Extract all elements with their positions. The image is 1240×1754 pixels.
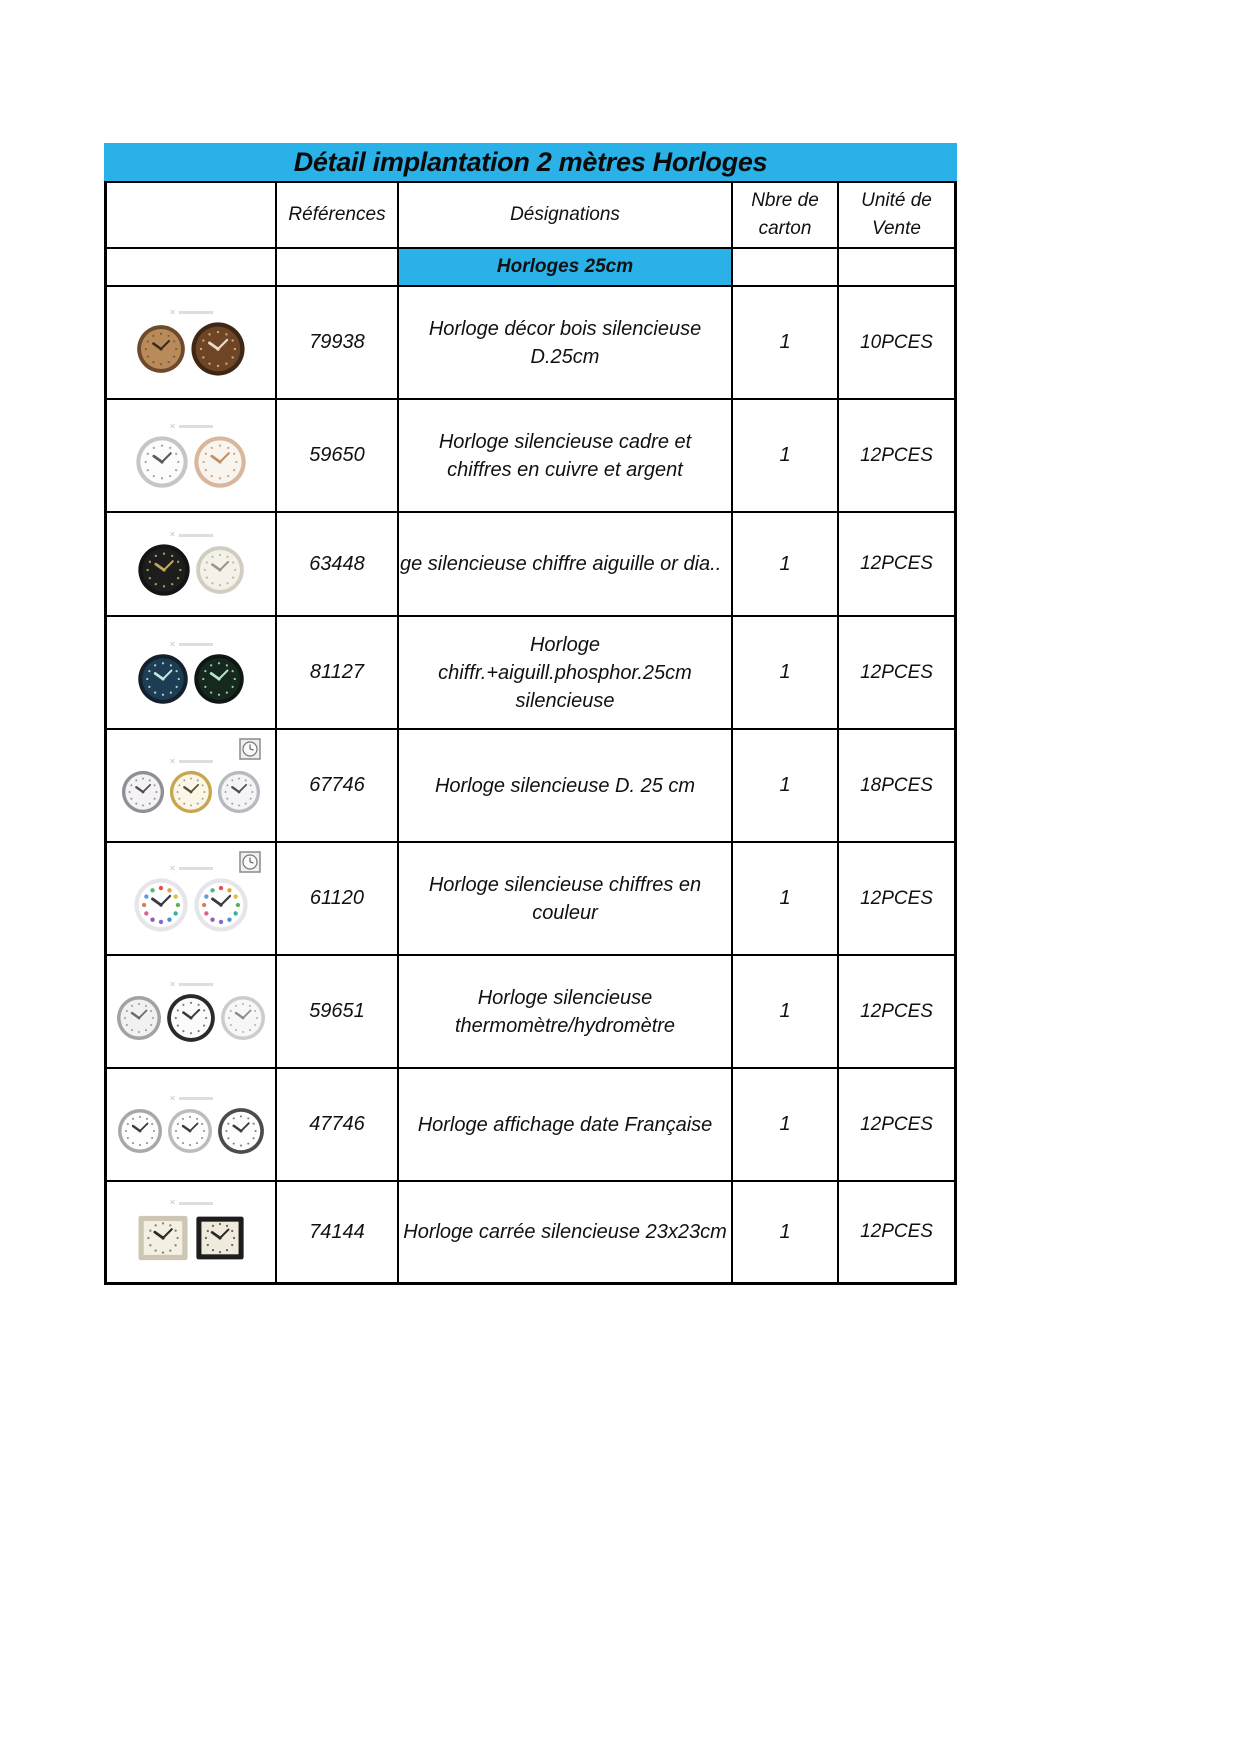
product-image-cell [107,513,275,615]
designation-value: Horloge chiffr.+aiguill.phosphor.25cm silencieuse [397,617,731,728]
header-references: Références [275,183,397,247]
brand-logo-icon: ✕ [169,756,176,766]
brand-logo [169,757,213,767]
section-label-horloges-25cm: Horloges 25cm [397,249,731,285]
table-row [107,728,954,841]
mini-clock-icon [239,851,261,873]
sheet-title: Détail implantation 2 mètres Horloges [293,146,768,177]
round-clock-icon [116,1107,164,1155]
reference-value: 81127 [275,617,397,728]
brand-logo-icon: ✕ [169,1093,176,1103]
round-clock-icon [192,434,248,490]
unit-of-sale: 12PCES [837,956,954,1067]
reference-value: 67746 [275,730,397,841]
round-clock-icon [194,544,246,596]
table-row [107,398,954,511]
brand-logo [169,1198,213,1208]
round-clock-icon [189,320,247,378]
mini-clock-icon [239,738,261,760]
round-clock-icon [136,542,192,598]
reference-value: 79938 [275,287,397,398]
unit-of-sale: 12PCES [837,1069,954,1180]
designation-value: Horloge affichage date Française [397,1069,731,1180]
round-clock-icon [166,1107,214,1155]
carton-count: 1 [731,617,837,728]
unit-of-sale: 12PCES [837,843,954,954]
product-table [104,181,957,1285]
table-row [107,285,954,398]
round-clock-icon [134,434,190,490]
clock-image [135,320,247,378]
brand-logo [169,1094,213,1104]
section-empty-3 [731,249,837,285]
implantation-sheet [104,143,957,1285]
mini-clock-badge [239,851,261,873]
brand-logo [169,308,213,318]
round-clock-icon [135,323,187,375]
product-image-cell [107,617,275,728]
reference-value: 59650 [275,400,397,511]
section-row [107,247,954,285]
product-image-cell [107,1182,275,1282]
section-empty-2 [275,249,397,285]
section-empty-1 [107,249,275,285]
mini-clock-badge [239,738,261,760]
clock-image [120,769,262,815]
header-nbre-carton: Nbre de carton [731,183,837,247]
clock-image [115,992,267,1044]
product-image-cell [107,400,275,511]
round-clock-icon [219,994,267,1042]
clock-image [134,434,248,490]
table-row [107,954,954,1067]
reference-value: 74144 [275,1182,397,1282]
round-clock-icon [216,1106,266,1156]
round-clock-icon [216,769,262,815]
designation-value: Horloge carrée silencieuse 23x23cm [397,1182,731,1282]
designation-value: Horloge silencieuse cadre et chiffres en cuivre et argent [397,400,731,511]
brand-logo-icon: ✕ [169,307,176,317]
clock-image [135,1210,247,1266]
unit-of-sale: 12PCES [837,400,954,511]
designation-value: Horloge silencieuse chiffres en couleur [397,843,731,954]
brand-logo-icon: ✕ [169,863,176,873]
round-clock-icon [132,876,190,934]
brand-logo [169,422,213,432]
clock-image [136,652,246,706]
carton-count: 1 [731,400,837,511]
round-clock-icon [115,994,163,1042]
section-empty-4 [837,249,954,285]
brand-logo-icon: ✕ [169,1198,176,1207]
brand-logo [169,980,213,990]
carton-count: 1 [731,513,837,615]
round-clock-icon [192,652,246,706]
reference-value: 63448 [275,513,397,615]
designation-value: Horloge silencieuse D. 25 cm [397,730,731,841]
brand-logo-icon: ✕ [169,530,176,539]
carton-count: 1 [731,1069,837,1180]
product-image-cell [107,1069,275,1180]
header-image [107,183,275,247]
clock-image [136,542,246,598]
unit-of-sale: 12PCES [837,513,954,615]
reference-value: 59651 [275,956,397,1067]
round-clock-icon [136,652,190,706]
unit-of-sale: 10PCES [837,287,954,398]
table-row [107,1180,954,1282]
brand-logo [169,864,213,874]
brand-logo-icon: ✕ [169,639,176,649]
table-row [107,615,954,728]
round-clock-icon [168,769,214,815]
unit-of-sale: 12PCES [837,1182,954,1282]
designation-value: Horloge silencieuse thermomètre/hydromètre [397,956,731,1067]
table-row [107,841,954,954]
table-row [107,1067,954,1180]
carton-count: 1 [731,956,837,1067]
designation-value: Horloge décor bois silencieuse D.25cm [397,287,731,398]
brand-logo [169,530,213,540]
clock-image [132,876,250,934]
reference-value: 47746 [275,1069,397,1180]
product-image-cell [107,956,275,1067]
round-clock-icon [192,876,250,934]
reference-value: 61120 [275,843,397,954]
square-clock-icon [135,1210,191,1266]
sheet-title-bar [104,143,957,181]
round-clock-icon [165,992,217,1044]
brand-logo-icon: ✕ [169,979,176,989]
brand-logo-icon: ✕ [169,421,176,431]
table-row [107,511,954,615]
clock-image [116,1106,266,1156]
product-image-cell [107,730,275,841]
header-designations: Désignations [397,183,731,247]
carton-count: 1 [731,843,837,954]
designation-value: ge silencieuse chiffre aiguille or dia.. [397,513,731,615]
carton-count: 1 [731,1182,837,1282]
header-unite-vente: Unité de Vente [837,183,954,247]
unit-of-sale: 12PCES [837,617,954,728]
carton-count: 1 [731,287,837,398]
table-header-row [107,183,954,247]
product-image-cell [107,287,275,398]
square-clock-icon [193,1211,247,1265]
carton-count: 1 [731,730,837,841]
brand-logo [169,640,213,650]
product-image-cell [107,843,275,954]
unit-of-sale: 18PCES [837,730,954,841]
round-clock-icon [120,769,166,815]
